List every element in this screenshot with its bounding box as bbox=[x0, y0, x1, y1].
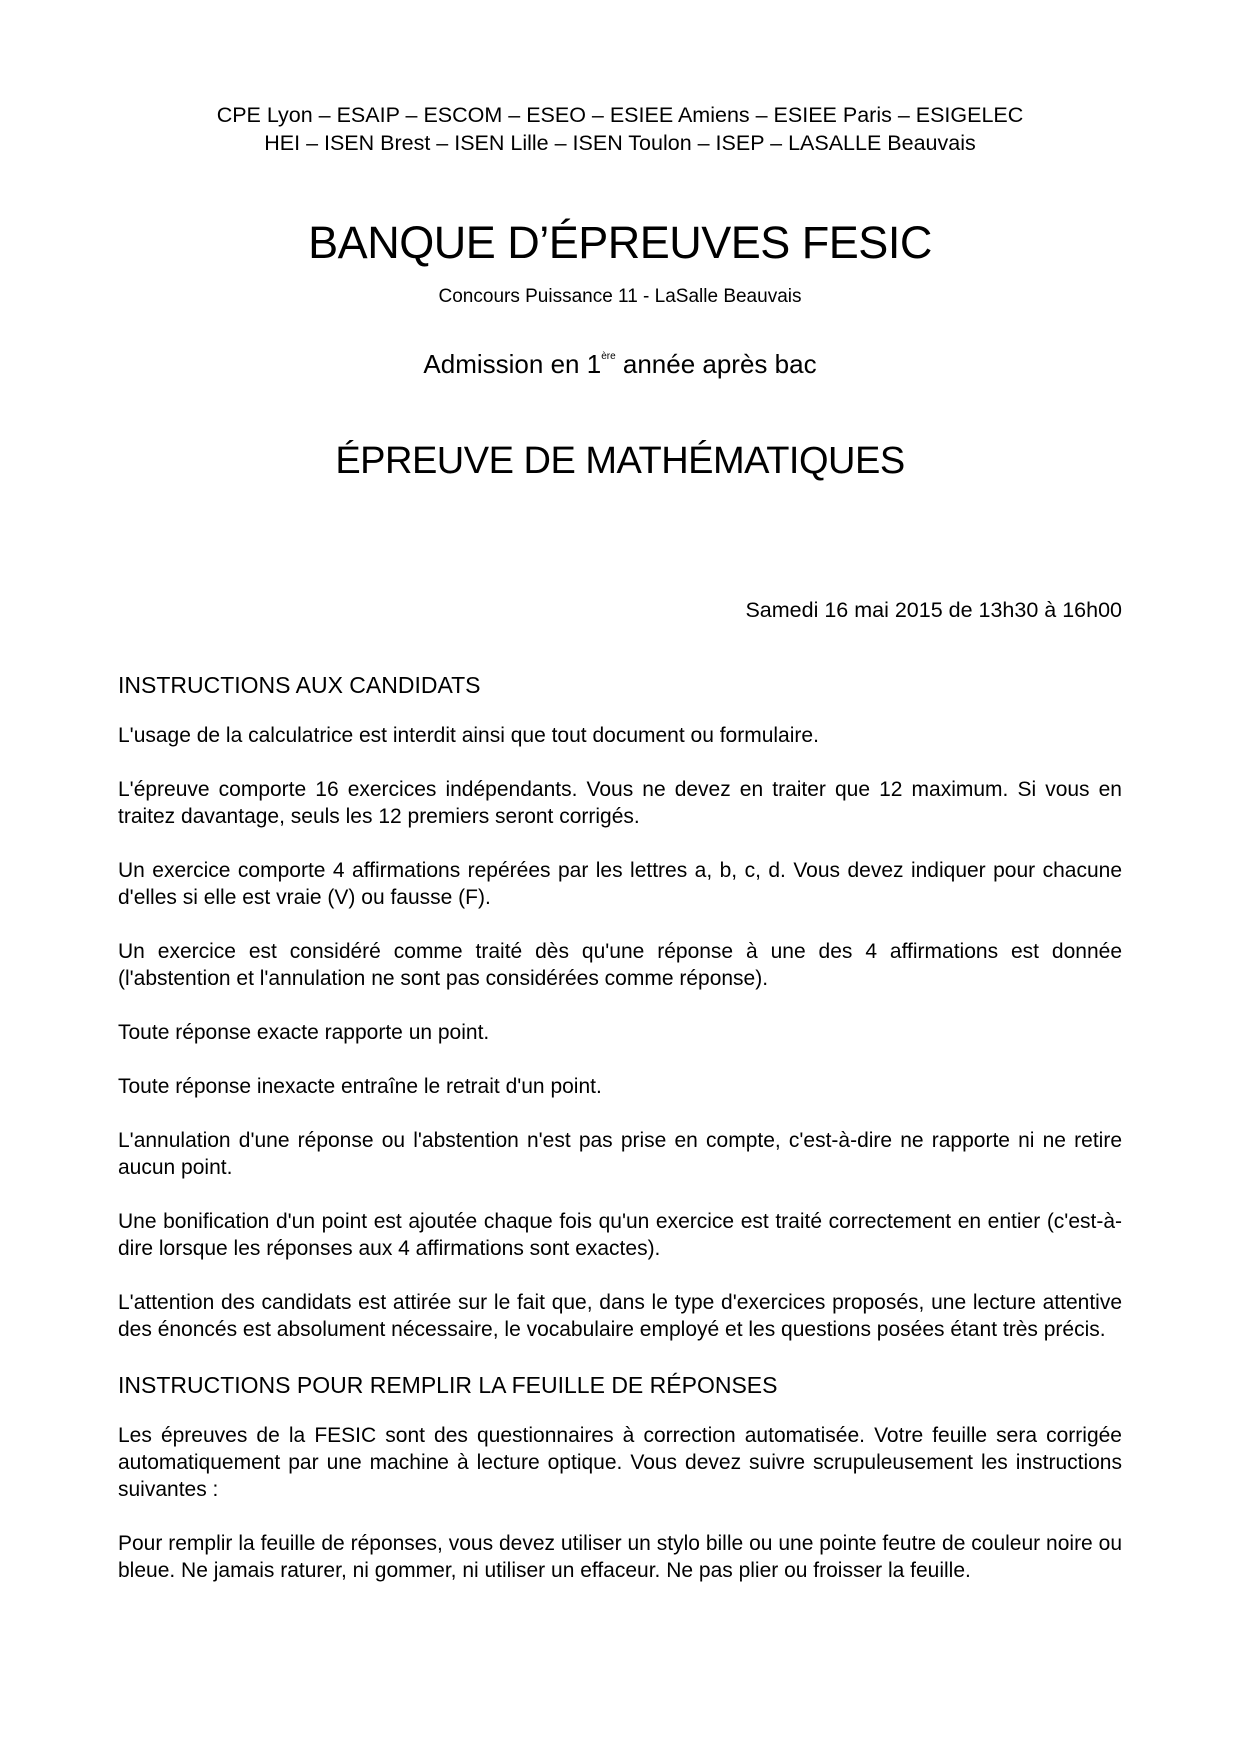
admission-text-end: année après bac bbox=[615, 349, 817, 379]
exam-date: Samedi 16 mai 2015 de 13h30 à 16h00 bbox=[745, 598, 1122, 622]
admission-line bbox=[0, 347, 1240, 381]
instruction-paragraph: L'usage de la calculatrice est interdit ainsi que tout document ou formulaire. bbox=[118, 724, 819, 747]
schools-header bbox=[0, 101, 1240, 157]
main-title: BANQUE D’ÉPREUVES FESIC bbox=[308, 217, 932, 268]
instruction-paragraph: Un exercice est considéré comme traité dès qu'une réponse à une des 4 affirmations est donnée (l'abstention et l'annulation ne sont pas considérées comme réponse). bbox=[118, 940, 1122, 990]
admission-superscript: ère bbox=[601, 351, 616, 362]
instruction-paragraph: L'attention des candidats est attirée sur le fait que, dans le type d'exercices proposés, une lecture attentive des énoncés est absolument nécessaire, le vocabulaire employé et les questions posées étant très précis. bbox=[118, 1291, 1122, 1341]
schools-line-1: CPE Lyon – ESAIP – ESCOM – ESEO – ESIEE Amiens – ESIEE Paris – ESIGELEC bbox=[216, 103, 1024, 127]
instruction-paragraph: Toute réponse exacte rapporte un point. bbox=[118, 1021, 490, 1044]
instruction-paragraph: Un exercice comporte 4 affirmations repérées par les lettres a, b, c, d. Vous devez indiquer pour chacune d'elles si elle est vraie (V) ou fausse (F). bbox=[118, 859, 1122, 909]
instruction-paragraph: Une bonification d'un point est ajoutée chaque fois qu'un exercice est traité correctement en entier (c'est-à-dire lorsque les réponses aux 4 affirmations sont exactes). bbox=[118, 1210, 1122, 1260]
exam-title: ÉPREUVE DE MATHÉMATIQUES bbox=[335, 440, 905, 482]
instruction-paragraph: L'annulation d'une réponse ou l'abstention n'est pas prise en compte, c'est-à-dire ne rapporte ni ne retire aucun point. bbox=[118, 1129, 1122, 1179]
answer-sheet-paragraph: Les épreuves de la FESIC sont des questionnaires à correction automatisée. Votre feuille sera corrigée automatiquement par une machine à lecture optique. Vous devez suivre scrupuleusement les instructions suivantes : bbox=[118, 1424, 1122, 1501]
admission-text-start: Admission en 1 bbox=[423, 349, 602, 379]
contest-subtitle: Concours Puissance 11 - LaSalle Beauvais bbox=[438, 286, 802, 307]
instruction-paragraph: L'épreuve comporte 16 exercices indépendants. Vous ne devez en traiter que 12 maximum. Si vous en traitez davantage, seuls les 12 premiers seront corrigés. bbox=[118, 778, 1122, 828]
schools-line-2: HEI – ISEN Brest – ISEN Lille – ISEN Toulon – ISEP – LASALLE Beauvais bbox=[264, 131, 976, 155]
answer-sheet-paragraph: Pour remplir la feuille de réponses, vous devez utiliser un stylo bille ou une pointe feutre de couleur noire ou bleue. Ne jamais raturer, ni gommer, ni utiliser un effaceur. Ne pas plier ou froisser la feuille. bbox=[118, 1532, 1122, 1582]
instructions-body bbox=[118, 670, 1122, 1611]
instructions-heading: INSTRUCTIONS AUX CANDIDATS bbox=[118, 672, 481, 698]
instruction-paragraph: Toute réponse inexacte entraîne le retrait d'un point. bbox=[118, 1075, 602, 1098]
answer-sheet-heading: INSTRUCTIONS POUR REMPLIR LA FEUILLE DE RÉPONSES bbox=[118, 1372, 778, 1398]
